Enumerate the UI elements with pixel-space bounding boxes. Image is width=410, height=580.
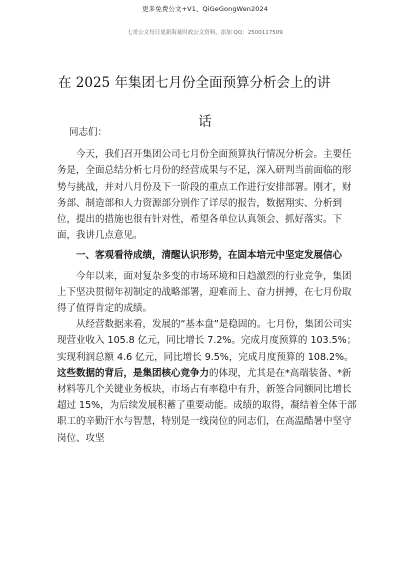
paragraph-results [57,317,359,447]
greeting: 同志们： [69,127,108,138]
source-note: 七哥公文每日更新海量时政公文资料，添加 QQ：2500117509 [127,30,283,36]
document-title: 在 2025 年集团七月份全面预算分析会上的讲 [58,75,331,91]
text-run: 。完成月度预算的 [231,335,311,347]
revenue-budget-completion-value: 103.5% [310,335,347,347]
paragraph-intro: 今天，我们召开集团公司七月份全面预算执行情况分析会。主要任务是，全面总结分析七月份的经营成果与不足，深入研判当前面临的形势与挑战，并对八月份及下一阶段的重点工作进行安排部署。刚才，财务部、制造部和人力资源部分别作了详尽的报告，数据翔实、分析到位，提出的措施也很有针对性，希望各单位认真领会、抓好落实。下面，我讲几点意见。 [57,149,352,242]
profit-budget-completion-value: 108.2% [307,351,345,363]
text-run: 的体现，尤其是在*高端装备、*新材料等几个关键业务板块，市场占有率稳中有升，新签合同额同比增长超过 [57,367,352,412]
text-run: 。 [344,351,354,363]
revenue-value: 105.8 [107,335,135,347]
text-run: 从经营数据来看，发展的“基本盘”是稳固的。七月份，集团公司实现营业收入 [57,319,352,347]
revenue-growth-value: 7.2% [207,335,232,347]
emphasis-text: 这些数据的背后，是集团核心竞争力 [57,367,210,379]
text-run: ；实现利润总额 [57,335,357,363]
text-run: 亿元，同比增长 [134,335,208,347]
text-run: ，为后续发展积蓄了重要动能。成绩的取得，凝结着全体干部职工的辛勤汗水与智慧，特别是一线岗位的同志们，在高温酷暑中坚守岗位、攻坚 [57,400,357,444]
text-run: 亿元，同比增长 [132,351,205,363]
text-run: ，完成月度预算的 [228,351,308,363]
document-body [57,125,359,447]
section-heading-1: 一、客观看待成绩，清醒认识形势，在固本培元中坚定发展信心 [76,250,343,262]
profit-value: 4.6 [117,351,133,363]
profit-growth-value: 9.5% [204,351,229,363]
contract-growth-value: 15% [79,400,101,412]
paragraph-situation: 今年以来，面对复杂多变的市场环境和日趋激烈的行业竞争，集团上下坚决贯彻年初制定的战略部署，迎难而上、奋力拼搏，在七月份取得了值得肯定的成绩。 [57,270,352,315]
promo-banner: 更多免费公文+V1、QiGeGongWen2024 [142,5,268,13]
document-title-continued: 话 [198,114,212,130]
